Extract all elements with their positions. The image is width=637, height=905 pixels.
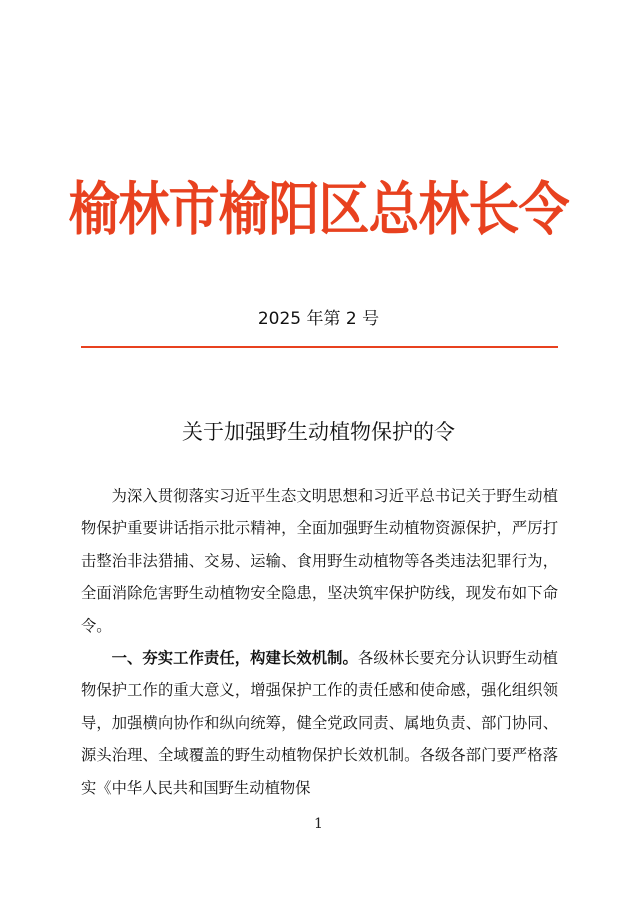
intro-paragraph: 为深入贯彻落实习近平生态文明思想和习近平总书记关于野生动植物保护重要讲话指示批示精神，全面加强野生动植物资源保护，严厉打击整治非法猎捕、交易、运输、食用野生动植物等各类违法犯罪行为，全面消除危害野生动植物安全隐患，坚决筑牢保护防线，现发布如下命令。 — [81, 487, 558, 635]
document-title: 关于加强野生动植物保护的令 — [182, 420, 455, 444]
document-number: 2025 年第 2 号 — [257, 309, 380, 329]
document-body — [81, 480, 558, 804]
red-divider-line — [81, 346, 558, 348]
page-number: 1 — [314, 816, 323, 832]
issuer-header: 榆林市榆阳区总林长令 — [68, 176, 569, 244]
section-1-text: 各级林长要充分认识野生动植物保护工作的重大意义，增强保护工作的责任感和使命感，强化组织领导，加强横向协作和纵向统筹，健全党政同责、属地负责、部门协同、源头治理、全域覆盖的野生动植物保护长效机制。各级各部门要严格落实《中华人民共和国野生动植物保 — [81, 649, 558, 797]
section-1-heading: 一、夯实工作责任，构建长效机制。 — [111, 649, 358, 668]
section-1-paragraph — [81, 642, 558, 804]
